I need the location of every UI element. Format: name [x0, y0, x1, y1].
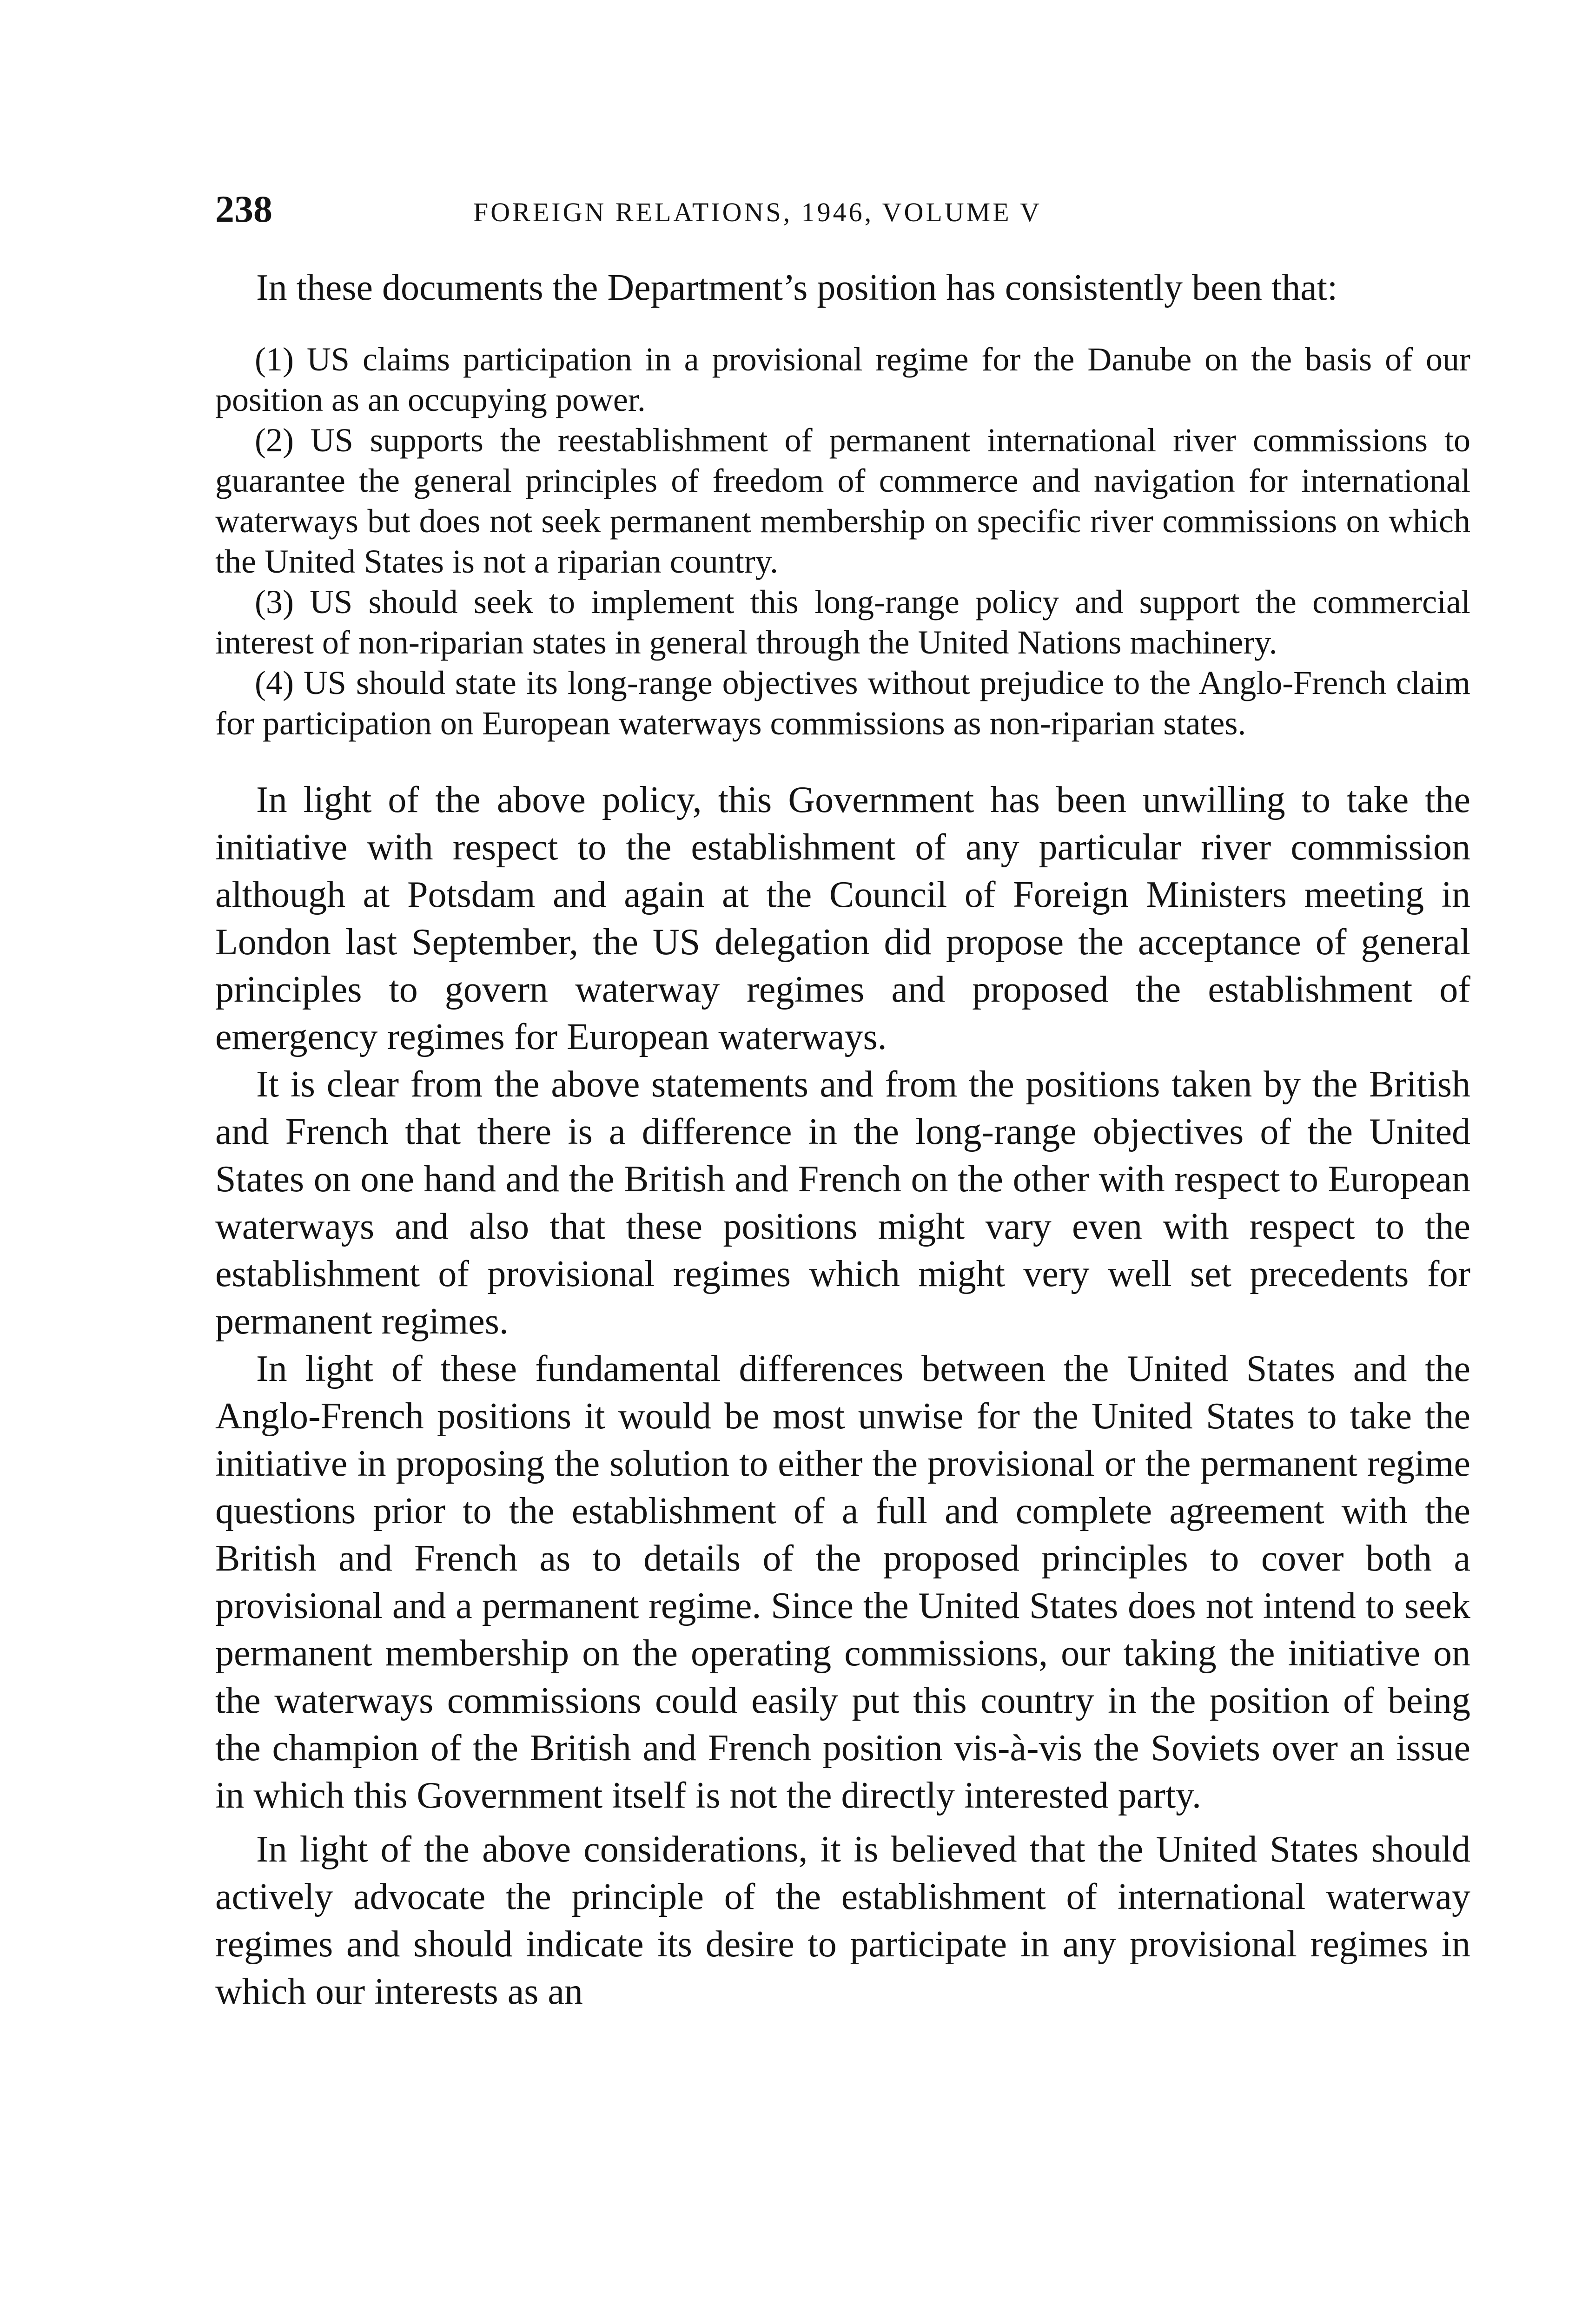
policy-item-1: (1) US claims participation in a provisional regime for the Danube on the basis of our position as an occupying power. — [215, 341, 1470, 418]
policy-list — [215, 339, 1470, 744]
document-page — [215, 186, 1470, 2015]
policy-item-2: (2) US supports the reestablishment of permanent international river commissions to guarantee the general principles of freedom of commerce and navigation for international waterways but does not seek permanent membership on specific river commissions on which the United States is not a riparian country. — [215, 422, 1470, 580]
body-paragraph-2: It is clear from the above statements and from the positions taken by the British and French that there is a difference in the long-range objectives of the United States on one hand and the British and French on the other with respect to European waterways and also that these positions might vary even with respect to the establishment of provisional regimes which might very well set precedents for permanent regimes. — [215, 1064, 1470, 1342]
intro-paragraph: In these documents the Department’s position has consistently been that: — [256, 267, 1338, 308]
running-title: FOREIGN RELATIONS, 1946, VOLUME V — [473, 197, 1042, 227]
policy-item-3: (3) US should seek to implement this long-range policy and support the commercial interest of non-riparian states in general through the United Nations machinery. — [215, 583, 1470, 661]
body-paragraph-3: In light of these fundamental differences between the United States and the Anglo-French positions it would be most unwise for the United States to take the initiative in proposing the solution to either the provisional or the permanent regime questions prior to the establishment of a full and complete agreement with the British and French as to details of the proposed principles to cover both a provisional and a permanent regime. Since the United States does not intend to seek permanent membership on the operating commissions, our taking the initiative on the waterways commissions could easily put this country in the position of being the champion of the British and French position vis-à-vis the Soviets over an issue in which this Government itself is not the directly interested party. — [215, 1348, 1470, 1816]
policy-item-4: (4) US should state its long-range objectives without prejudice to the Anglo-French claim for participation on European waterways commissions as non-riparian states. — [215, 664, 1470, 742]
page-number: 238 — [215, 188, 272, 230]
body-paragraph-4: In light of the above considerations, it is believed that the United States should actively advocate the principle of the establishment of international waterway regimes and should indicate its desire to participate in any provisional regimes in which our interests as an — [215, 1829, 1470, 2012]
body-paragraph-1: In light of the above policy, this Government has been unwilling to take the initiative with respect to the establishment of any particular river commission although at Potsdam and again at the Council of Foreign Ministers meeting in London last September, the US delegation did propose the acceptance of general principles to govern waterway regimes and proposed the establishment of emergency regimes for European waterways. — [215, 779, 1470, 1057]
running-header — [215, 186, 1470, 242]
